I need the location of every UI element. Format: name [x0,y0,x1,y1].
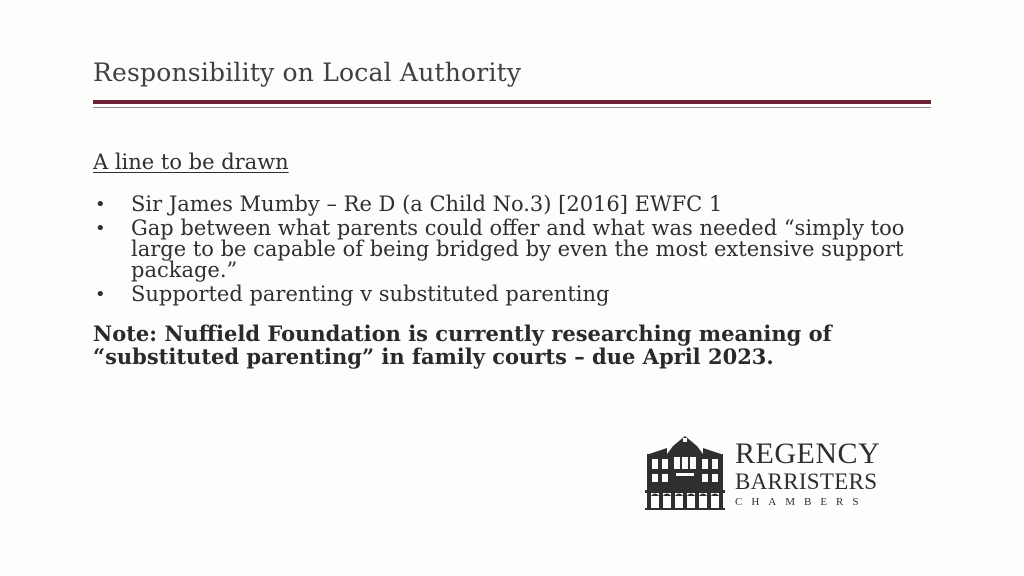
regency-barristers-logo [645,436,895,512]
slide-title: Responsibility on Local Authority [93,58,522,87]
research-note: Note: Nuffield Foundation is currently researching meaning of “substituted parenting” in family courts – due April 2023. [93,321,832,369]
bullet-icon: • [95,218,106,239]
bullet-text: Gap between what parents could offer and what was needed “simply too large to be capable of being bridged by even the most extensive support package.” [131,216,905,282]
bullet-list [93,194,943,305]
logo-line-barristers: BARRISTERS [735,469,878,494]
bullet-icon: • [95,284,106,305]
logo-wordmark [735,438,880,510]
bullet-icon: • [95,194,106,215]
bullet-item [93,194,943,215]
building-icon [645,436,725,512]
title-divider-thin [93,107,931,108]
logo-line-chambers: CHAMBERS [735,496,868,508]
logo-line-regency: REGENCY [735,437,881,470]
section-subheading: A line to be drawn [93,150,289,174]
bullet-text: Supported parenting v substituted parenting [131,282,610,306]
bullet-item [93,284,943,305]
title-divider-thick [93,100,931,104]
bullet-text: Sir James Mumby – Re D (a Child No.3) [2016] EWFC 1 [131,192,723,216]
bullet-item [93,218,943,281]
